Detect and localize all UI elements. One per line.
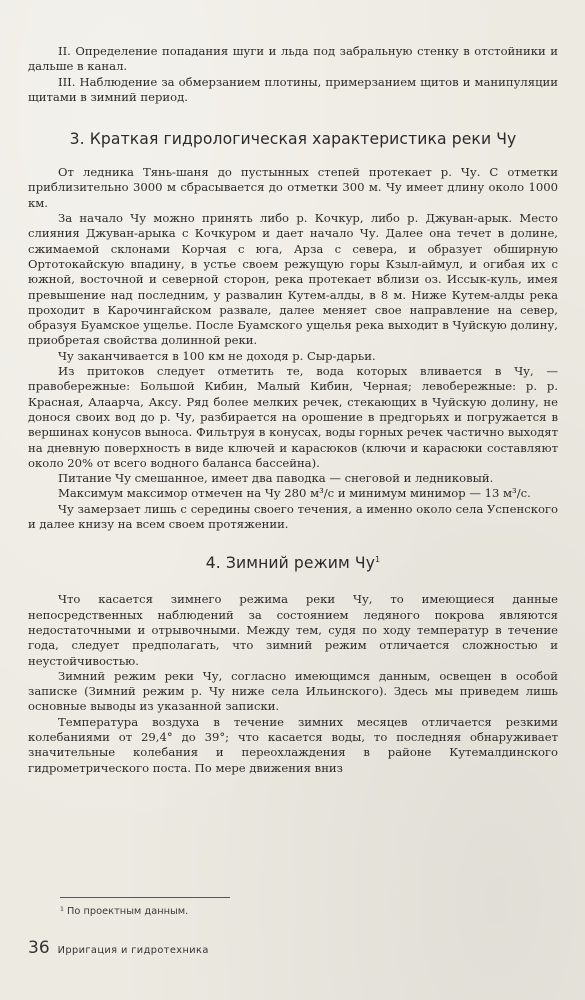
paragraph: Максимум максимор отмечен на Чу 280 м³/с и минимум минимор — 13 м³/с.	[58, 486, 531, 501]
running-title: Ирригация и гидротехника	[57, 945, 209, 956]
paragraph: Чу заканчивается в 100 км не доходя р. Сыр-дарьи.	[58, 348, 376, 363]
footnote-divider	[60, 897, 230, 898]
intro-item: II. Определение попадания шуги и льда под забральную стенку в отстойники и дальше в канал.	[28, 44, 558, 74]
paragraph: Температура воздуха в течение зимних месяцев отличается резкими колебаниями от 29,4° до 39°; что касается воды, то последняя обнаруживает значительные колебания и переохлаждения в районе Кутемалдинского гидрометрического поста. По мере движения вниз	[28, 714, 558, 775]
paragraph: От ледника Тянь-шаня до пустынных степей протекает р. Чу. С отметки приблизительно 3000 м сбрасывается до отметки 300 м. Чу имеет длину около 1000 км.	[28, 165, 558, 210]
footnote: ¹ По проектным данным.	[60, 906, 189, 917]
paragraph: Из притоков следует отметить те, вода которых вливается в Чу, — правобережные: Большой Кибин, Малый Кибин, Черная; левобережные: р. р. Красная, Алаарча, Аксу. Ряд более мелких речек, стекающих в Чуйскую долину, не донося своих вод до р. Чу, разбирается на орошение в предгорьях и погружается в вершинах конусов выноса. Фильтруя в конусах, воды горных речек частично выходят на дневную поверхность в виде ключей и карасюков (ключи и карасюки составляют около 20% от всего водного баланса бассейна).	[28, 364, 558, 470]
footnote-marker: 1	[375, 555, 381, 565]
intro-list	[28, 44, 558, 105]
paragraph: Что касается зимнего режима реки Чу, то имеющиеся данные непосредственных наблюдений за состоянием ледяного покрова являются недостаточными и отрывочными. Между тем, судя по ходу температур в течение года, следует предполагать, что зимний режим отличается сложностью и неустойчивостью.	[28, 592, 558, 668]
section-3-body	[28, 165, 558, 532]
page-content	[28, 44, 558, 776]
intro-item: III. Наблюдение за обмерзанием плотины, примерзанием щитов и манипуляции щитами в зимний период.	[28, 74, 558, 104]
paragraph: Питание Чу смешанное, имеет два паводка — снеговой и ледниковый.	[58, 471, 494, 486]
section-4-heading	[28, 554, 558, 572]
section-3-heading: 3. Краткая гидрологическая характеристика реки Чу	[69, 130, 517, 149]
page-footer	[28, 938, 328, 958]
section-4-body	[28, 592, 558, 776]
paragraph: Чу замерзает лишь с середины своего течения, а именно около села Успенского и далее книзу на всем своем протяжении.	[28, 501, 558, 532]
page-number: 36	[28, 938, 50, 958]
paragraph: За начало Чу можно принять либо р. Кочкур, либо р. Джуван-арык. Место слияния Джуван-арыка с Кочкуром и дает начало Чу. Далее она течет в долине, сжимаемой склонами Корчая с юга, Арза с севера, и образует обширную Ортотокайскую впадину, в устье своем режущую горы Кзыл-аймул, и огибая их с южной, восточной и северной сторон, река протекает вблизи оз. Иссык-куль, имея превышение над последним, у развалин Кутем-алды, в 8 м. Ниже Кутем-алды река проходит в Карочингайском развале, далее меняет свое направление на север, образуя Буамское ущелье. После Буамского ущелья река выходит в Чуйскую долину, приобретая свойства долинной реки.	[28, 211, 558, 348]
section-4-heading-text: 4. Зимний режим Чу	[205, 554, 376, 573]
paragraph: Зимний режим реки Чу, согласно имеющимся данным, освещен в особой записке (Зимний режим р. Чу ниже села Ильинского). Здесь мы приведем лишь основные выводы из указанной записки.	[28, 668, 558, 714]
